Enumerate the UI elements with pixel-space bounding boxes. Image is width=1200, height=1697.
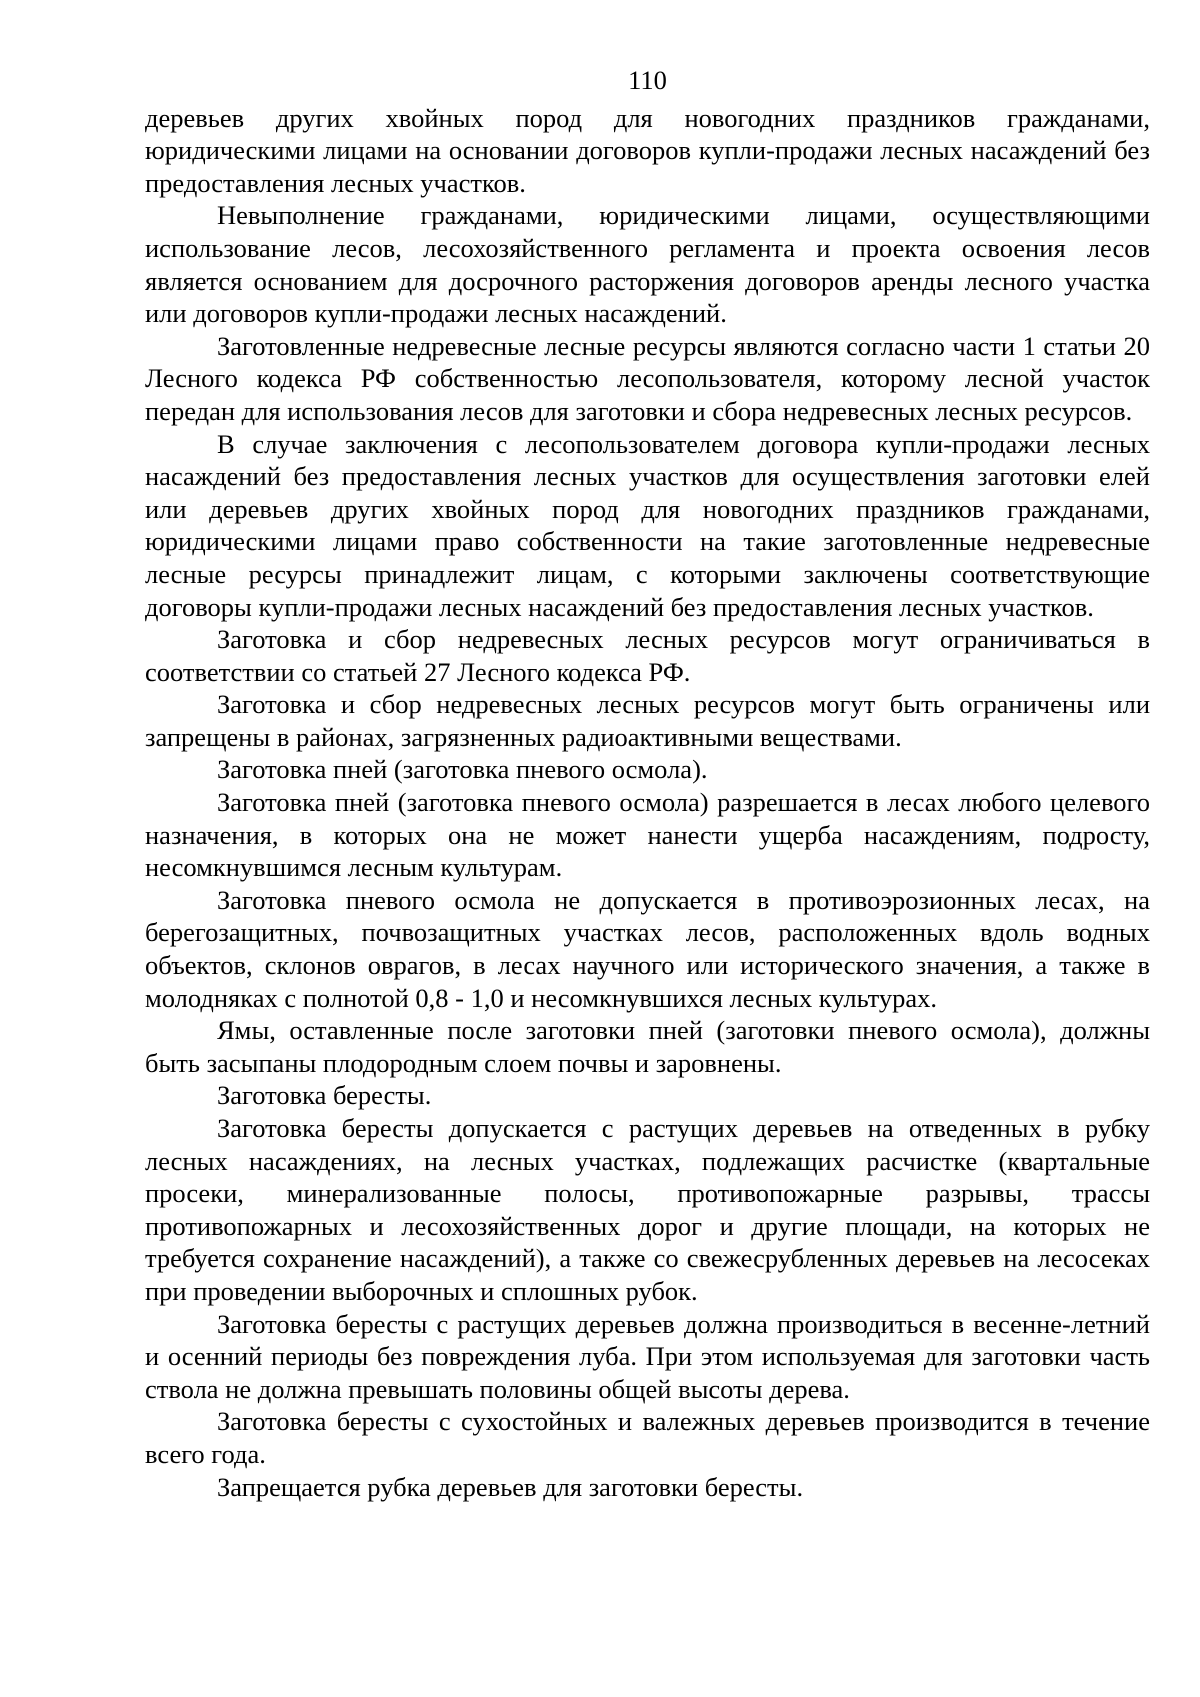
section-heading-stump-harvesting: Заготовка пней (заготовка пневого осмола). [217,754,708,785]
paragraph: Заготовка бересты с сухостойных и валежных деревьев производится в течение всего года. [145,1406,1150,1469]
paragraph: В случае заключения с лесопользователем договора купли-продажи лесных насаждений без предоставления лесных участков для осуществления заготовки елей или деревьев других хвойных пород для новогодних праздников гражданами, юридическими лицами право собственности на такие заготовленные недревесные лесные ресурсы принадлежит лицам, с которыми заключены соответствующие договоры купли-продажи лесных насаждений без предоставления лесных участков. [145,428,1150,622]
paragraph: Заготовленные недревесные лесные ресурсы являются согласно части 1 статьи 20 Лесного кодекса РФ собственностью лесопользователя, которому лесной участок передан для использования лесов для заготовки и сбора недревесных лесных ресурсов. [145,330,1150,426]
paragraph: Заготовка бересты с растущих деревьев должна производиться в весенне-летний и осенний периоды без повреждения луба. При этом используемая для заготовки часть ствола не должна превышать половины общей высоты дерева. [145,1308,1150,1404]
paragraph: Запрещается рубка деревьев для заготовки бересты. [217,1471,804,1502]
page-number: 110 [628,65,667,95]
paragraph: Заготовка пневого осмола не допускается в противоэрозионных лесах, на берегозащитных, почвозащитных участках лесов, расположенных вдоль водных объектов, склонов оврагов, в лесах научного или исторического значения, а также в молодняках с полнотой 0,8 - 1,0 и несомкнувшихся лесных культурах. [145,884,1150,1013]
paragraph-continuation: деревьев других хвойных пород для новогодних праздников гражданами, юридическими лицами на основании договоров купли-продажи лесных насаждений без предоставления лесных участков. [145,102,1150,198]
paragraph: Невыполнение гражданами, юридическими лицами, осуществляющими использование лесов, лесохозяйственного регламента и проекта освоения лесов является основанием для досрочного расторжения договоров аренды лесного участка или договоров купли-продажи лесных насаждений. [145,200,1150,329]
paragraph: Ямы, оставленные после заготовки пней (заготовки пневого осмола), должны быть засыпаны плодородным слоем почвы и заровнены. [145,1015,1150,1078]
section-heading-birch-bark-harvesting: Заготовка бересты. [217,1080,432,1111]
paragraph: Заготовка и сбор недревесных лесных ресурсов могут ограничиваться в соответствии со статьей 27 Лесного кодекса РФ. [145,624,1150,687]
paragraph: Заготовка пней (заготовка пневого осмола) разрешается в лесах любого целевого назначения, в которых она не может нанести ущерба насаждениям, подросту, несомкнувшимся лесным культурам. [145,787,1150,883]
document-page [145,64,1150,1503]
paragraph: Заготовка и сбор недревесных лесных ресурсов могут быть ограничены или запрещены в районах, загрязненных радиоактивными веществами. [145,689,1150,752]
paragraph: Заготовка бересты допускается с растущих деревьев на отведенных в рубку лесных насаждениях, на лесных участках, подлежащих расчистке (квартальные просеки, минерализованные полосы, противопожарные разрывы, трассы противопожарных и лесохозяйственных дорог и другие площади, на которых не требуется сохранение насаждений), а также со свежесрубленных деревьев на лесосеках при проведении выборочных и сплошных рубок. [145,1113,1150,1306]
